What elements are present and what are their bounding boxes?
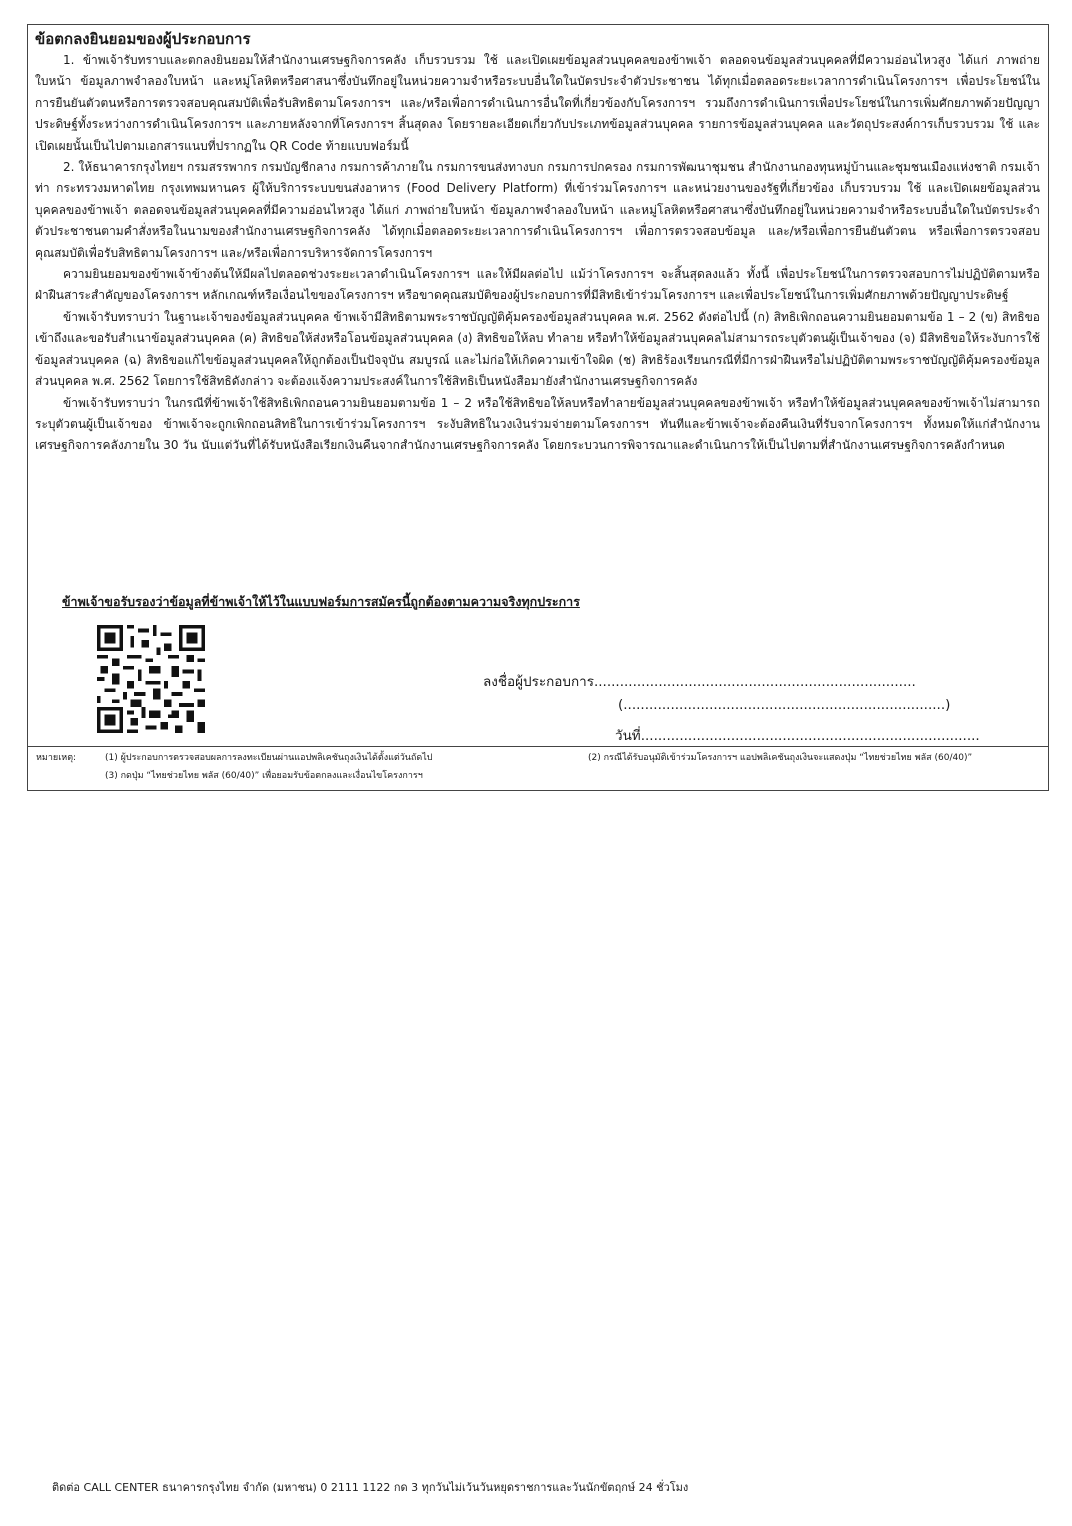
note-2: (2) กรณีได้รับอนุมัติเข้าร่วมโครงการฯ แอปพลิเคชันถุงเงินจะแสดงปุ่ม “ไทยช่วยไทย พลัส (60/40)” [588,753,973,763]
consent-paragraph-5: ข้าพเจ้ารับทราบว่า ในกรณีที่ข้าพเจ้าใช้สิทธิเพิกถอนความยินยอมตามข้อ 1 – 2 หรือใช้สิทธิขอให้ลบหรือทำลายข้อมูลส่วนบุคคลของข้าพเจ้า หรือทำให้ข้อมูลส่วนบุคคลของข้าพเจ้าไม่สามารถระบุตัวตนผู้เป็นเจ้าของ ข้าพเจ้าจะถูกเพิกถอนสิทธิในการเข้าร่วมโครงการฯ ระงับสิทธิในวงเงินร่วมจ่ายตามโครงการฯ ทันทีและข้าพเจ้าจะต้องคืนเงินที่รับจากโครงการฯ ทั้งหมดให้แก่สำนักงานเศรษฐกิจการคลังภายใน 30 วัน นับแต่วันที่ได้รับหนังสือเรียกเงินคืนจากสำนักงานเศรษฐกิจการคลัง โดยกระบวนการพิจารณาและดำเนินการให้เป็นไปตามที่สำนักงานเศรษฐกิจการคลังกำหนด [35,395,1040,453]
certification-statement: ข้าพเจ้าขอรับรองว่าข้อมูลที่ข้าพเจ้าให้ไว้ในแบบฟอร์มการสมัครนี้ถูกต้องตามความจริงทุกประการ [62,594,580,609]
notes-label: หมายเหตุ: [36,753,77,763]
consent-title: ข้อตกลงยินยอมของผู้ประกอบการ [35,30,251,48]
consent-body [35,28,1040,457]
note-3: (3) กดปุ่ม “ไทยช่วยไทย พลัส (60/40)” เพื่อยอมรับข้อตกลงและเงื่อนไขโครงการฯ [105,771,423,781]
consent-paragraph-2: 2. ให้ธนาคารกรุงไทยฯ กรมสรรพากร กรมบัญชีกลาง กรมการค้าภายใน กรมการขนส่งทางบก กรมการปกครอง กรมการพัฒนาชุมชน สำนักงานกองทุนหมู่บ้านและชุมชนเมืองแห่งชาติ กรมเจ้าท่า กระทรวงมหาดไทย กรุงเทพมหานคร ผู้ให้บริการระบบขนส่งอาหาร (Food Delivery Platform) ที่เข้าร่วมโครงการฯ และหน่วยงานของรัฐที่เกี่ยวข้อง เก็บรวบรวม ใช้ และเปิดเผยข้อมูลส่วนบุคคลของข้าพเจ้า ตลอดจนข้อมูลส่วนบุคคลที่มีความอ่อนไหวสูง ได้แก่ ภาพถ่ายใบหน้า ข้อมูลภาพจำลองใบหน้า และหมู่โลหิตหรือศาสนาซึ่งบันทึกอยู่ในหน่วยความจำหรือระบบอื่นใดในบัตรประจำตัวประชาชนตามคำสั่งหรือในนามของสำนักงานเศรษฐกิจการคลัง ได้ทุกเมื่อตลอดระยะเวลาการดำเนินโครงการฯ เพื่อการตรวจสอบข้อมูล และ/หรือเพื่อการยืนยันตัวตน หรือเพื่อการตรวจสอบคุณสมบัติเพื่อรับสิทธิตามโครงการฯ และ/หรือเพื่อการบริหารจัดการโครงการฯ [35,160,1040,260]
signature-line[interactable]: ลงชื่อผู้ประกอบการ........................................................................... [483,674,916,690]
notes-divider [28,746,1048,747]
date-line[interactable]: วันที่............................................................................... [615,728,980,744]
consent-paragraph-4: ข้าพเจ้ารับทราบว่า ในฐานะเจ้าของข้อมูลส่วนบุคคล ข้าพเจ้ามีสิทธิตามพระราชบัญญัติคุ้มครองข้อมูลส่วนบุคคล พ.ศ. 2562 ดังต่อไปนี้ (ก) สิทธิเพิกถอนความยินยอมตามข้อ 1 – 2 (ข) สิทธิขอเข้าถึงและขอรับสำเนาข้อมูลส่วนบุคคล (ค) สิทธิขอให้ส่งหรือโอนข้อมูลส่วนบุคคล (ง) สิทธิขอให้ลบ ทำลาย หรือทำให้ข้อมูลส่วนบุคคลไม่สามารถระบุตัวตนผู้เป็นเจ้าของ (จ) มีสิทธิขอให้ระงับการใช้ข้อมูลส่วนบุคคล (ฉ) สิทธิขอแก้ไขข้อมูลส่วนบุคคลให้ถูกต้องเป็นปัจจุบัน สมบูรณ์ และไม่ก่อให้เกิดความเข้าใจผิด (ช) สิทธิร้องเรียนกรณีที่มีการฝ่าฝืนหรือไม่ปฏิบัติตามพระราชบัญญัติคุ้มครองข้อมูลส่วนบุคคล พ.ศ. 2562 โดยการใช้สิทธิดังกล่าว จะต้องแจ้งความประสงค์ในการใช้สิทธิเป็นหนังสือมายังสำนักงานเศรษฐกิจการคลัง [35,309,1040,389]
printed-name-line[interactable]: (...........................................................................) [618,697,951,713]
consent-paragraph-3: ความยินยอมของข้าพเจ้าข้างต้นให้มีผลไปตลอดช่วงระยะเวลาดำเนินโครงการฯ และให้มีผลต่อไป แม้ว่าโครงการฯ จะสิ้นสุดลงแล้ว ทั้งนี้ เพื่อประโยชน์ในการตรวจสอบการไม่ปฏิบัติตามหรือฝ่าฝืนสาระสำคัญของโครงการฯ หลักเกณฑ์หรือเงื่อนไขของโครงการฯ หรือขาดคุณสมบัติของผู้ประกอบการที่มีสิทธิเข้าร่วมโครงการฯ และเพื่อประโยชน์ในการเพิ่มศักยภาพด้วยปัญญาประดิษฐ์ [35,267,1040,303]
qr-code-icon[interactable] [97,625,205,733]
call-center-contact: ติดต่อ CALL CENTER ธนาคารกรุงไทย จำกัด (มหาชน) 0 2111 1122 กด 3 ทุกวันไม่เว้นวันหยุดราชการและวันนักขัตฤกษ์ 24 ชั่วโมง [52,1481,689,1494]
note-1: (1) ผู้ประกอบการตรวจสอบผลการลงทะเบียนผ่านแอปพลิเคชันถุงเงินได้ตั้งแต่วันถัดไป [105,753,433,763]
consent-paragraph-1: 1. ข้าพเจ้ารับทราบและตกลงยินยอมให้สำนักงานเศรษฐกิจการคลัง เก็บรวบรวม ใช้ และเปิดเผยข้อมูลส่วนบุคคลของข้าพเจ้า ตลอดจนข้อมูลส่วนบุคคลที่มีความอ่อนไหวสูง ได้แก่ ภาพถ่ายใบหน้า ข้อมูลภาพจำลองใบหน้า และหมู่โลหิตหรือศาสนาซึ่งบันทึกอยู่ในหน่วยความจำหรือระบบอื่นใดในบัตรประจำตัวประชาชน ได้ทุกเมื่อตลอดระยะเวลาการดำเนินโครงการฯ เพื่อประโยชน์ในการยืนยันตัวตนหรือการตรวจสอบคุณสมบัติเพื่อรับสิทธิตามโครงการฯ และ/หรือเพื่อการดำเนินการอื่นใดที่เกี่ยวข้องกับโครงการฯ รวมถึงการดำเนินการเพื่อประโยชน์ในการเพิ่มศักยภาพด้วยปัญญาประดิษฐ์ทั้งระหว่างการดำเนินโครงการฯ และภายหลังจากที่โครงการฯ สิ้นสุดลง โดยรายละเอียดเกี่ยวกับประเภทข้อมูลส่วนบุคคล รายการข้อมูลส่วนบุคคล และวัตถุประสงค์การเก็บรวบรวม ใช้ และเปิดเผยนั้นเป็นไปตามเอกสารแนบที่ปรากฏใน QR Code ท้ายแบบฟอร์มนี้ [35,53,1040,153]
consent-box [27,24,1049,791]
